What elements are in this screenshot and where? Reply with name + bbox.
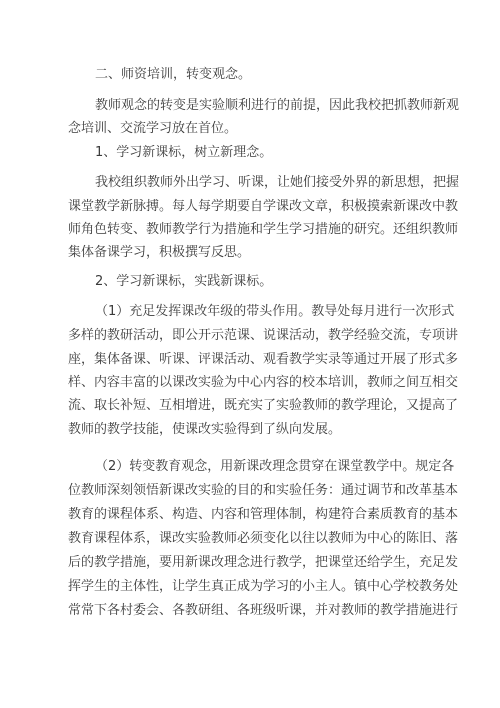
section-heading: 二、师资培训，转变观念。 bbox=[95, 67, 252, 82]
paragraph-line: 教育课程体系，课改实验教师必须变化以往以教师为中心的陈旧、落 bbox=[68, 531, 459, 546]
paragraph-line: 集体备课学习，积极撰写反思。 bbox=[68, 245, 251, 260]
paragraph-line: 我校组织教师外出学习、听课，让她们接受外界的新思想，把握 bbox=[95, 175, 460, 190]
paragraph-line: 教育的课程体系、构造、内容和管理体制，构建符合素质教育的基本 bbox=[68, 507, 459, 522]
paragraph-line: 教师观念的转变是实验顺利进行的前提，因此我校把抓教师新观 bbox=[95, 98, 460, 113]
subsection-heading: 2、学习新课标，实践新课标。 bbox=[95, 274, 273, 289]
paragraph-line: 座，集体备课、听课、评课活动、观看教学实录等通过开展了形式多 bbox=[68, 352, 459, 367]
paragraph-line: 位教师深刻领悟新课改实验的目的和实验任务：通过调节和改革基本 bbox=[68, 483, 459, 498]
paragraph-line: 常常下各村委会、各教研组、各班级听课，并对教师的教学措施进行 bbox=[68, 603, 459, 618]
paragraph-line: 样、内容丰富的以课改实验为中心内容的校本培训，教师之间互相交 bbox=[68, 375, 459, 390]
paragraph-line: 后的教学措施，要用新课改理念进行教学，把课堂还给学生，充足发 bbox=[68, 555, 459, 570]
paragraph-line: 师角色转变、教师教学行为措施和学生学习措施的研究。还组织教师 bbox=[68, 222, 459, 237]
paragraph-line: （1）充足发挥课改年级的带头作用。教导处每月进行一次形式 bbox=[95, 304, 455, 319]
paragraph-line: 教师的教学技能，使课改实验得到了纵向发展。 bbox=[68, 422, 342, 437]
paragraph-line: 念培训、交流学习放在首位。 bbox=[68, 121, 238, 136]
paragraph-line: 多样的教研活动，即公开示范课、说课活动，教学经验交流，专项讲 bbox=[68, 328, 459, 343]
subsection-heading: 1、学习新课标，树立新理念。 bbox=[95, 145, 273, 160]
paragraph-line: （2）转变教育观念，用新课改理念贯穿在课堂教学中。规定各 bbox=[95, 459, 455, 474]
paragraph-line: 挥学生的主体性，让学生真正成为学习的小主人。镇中心学校教务处 bbox=[68, 579, 459, 594]
paragraph-line: 课堂教学新脉搏。每人每学期要自学课改文章，积极摸索新课改中教 bbox=[68, 199, 459, 214]
paragraph-line: 流、取长补短、互相增进，既充实了实验教师的教学理论，又提高了 bbox=[68, 398, 459, 413]
